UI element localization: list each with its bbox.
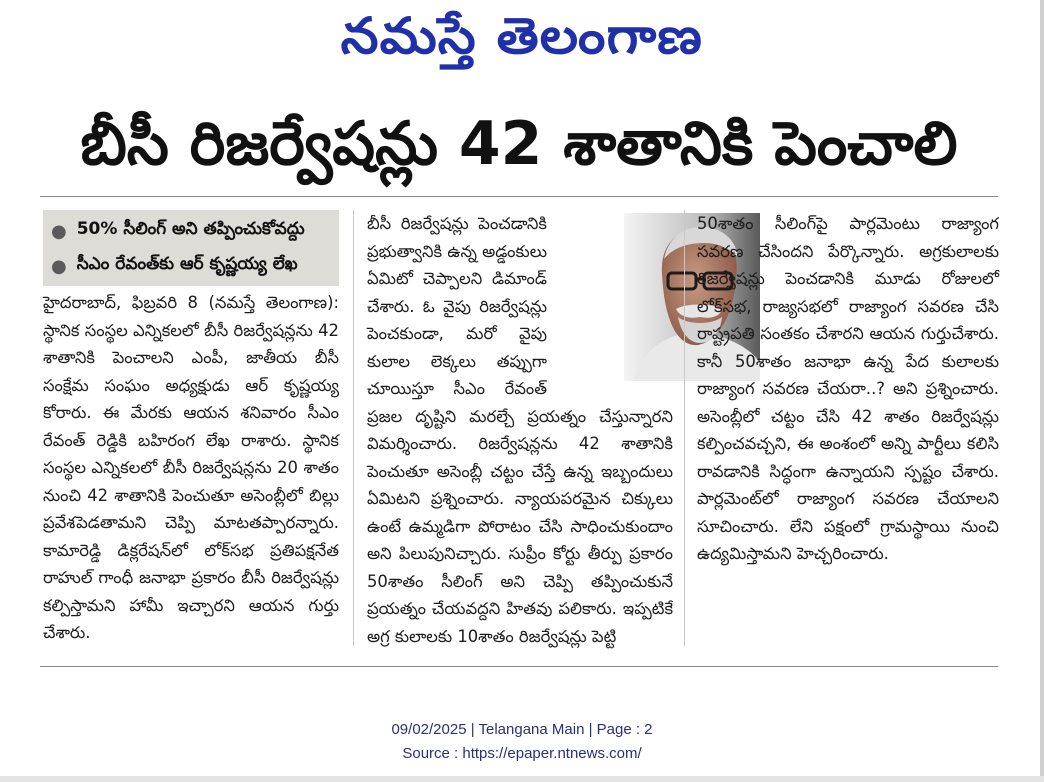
page-edge-bottom bbox=[0, 776, 1044, 782]
highlight-item bbox=[51, 249, 335, 283]
highlight-text: సీఎం రేవంత్‌కు ఆర్ కృష్ణయ్య లేఖ bbox=[76, 254, 298, 274]
highlights-box bbox=[43, 210, 339, 286]
headline-divider bbox=[40, 196, 998, 197]
highlight-text: 50% సీలింగ్ అని తప్పించుకోవద్దు bbox=[76, 219, 305, 239]
bottom-divider bbox=[40, 666, 998, 667]
footer-date-line: 09/02/2025 | Telangana Main | Page : 2 bbox=[391, 721, 653, 738]
article-paragraph: 50శాతం సీలింగ్‌పై పార్లమెంటు రాజ్యాంగ సవరణ చేసిందని పేర్కొన్నారు. అగ్రకులాలకు రిజర్వేషన్లు పెంచడానికి మూడు రోజులలో లోక్‌సభ, రాజ్యసభలో రాజ్యాంగ సవరణ చేసి రాష్ట్రపతి సంతకం చేశారని ఆయన గుర్తుచేశారు. కానీ 50శాతం జనాభా ఉన్న పేద కులాలకు రాజ్యాంగ సవరణ చేయరా..? అని ప్రశ్నించారు. అసెంబ్లీలో చట్టం చేసి 42 శాతం రిజర్వేషన్లు కల్పించవచ్చని, ఈ అంశంలో అన్ని పార్టీలు కలిసి రావడానికి సిద్ధంగా ఉన్నాయని స్పష్టం చేశారు. పార్లమెంట్‌లో రాజ్యాంగ సవరణ చేయాలని సూచించారు. లేని పక్షంలో గ్రామస్థాయి నుంచి ఉద్యమిస్తామని హెచ్చరించారు. bbox=[697, 214, 999, 563]
bullet-icon: ● bbox=[51, 220, 67, 242]
masthead bbox=[0, 0, 1044, 84]
article-paragraph: బీసీ రిజర్వేషన్లు పెంచడానికి ప్రభుత్వానికి ఉన్న అడ్డంకులు ఏమిటో చెప్పాలని డిమాండ్ చేశారు. ఓ వైపు రిజర్వేషన్లు పెంచకుండా, మరో వైపు కులాల లెక్కలు తప్పుగా చూయిస్తూ సీఎం రేవంత్ ప్రజల దృష్టిని మరల్చే ప్రయత్నం చేస్తున్నారని విమర్శించారు. రిజర్వేషన్లను 42 శాతానికి పెంచుతూ అసెంబ్లీ చట్టం చేస్తే ఉన్న ఇబ్బందులు ఏమిటని ప్రశ్నించారు. న్యాయపరమైన చిక్కులు ఉంటే ఉమ్మడిగా పోరాటం చేసి సాధించుకుందాం అని పిలుపునిచ్చారు. సుప్రీం కోర్టు తీర్పు ప్రకారం 50శాతం సీలింగ్ అని చెప్పి తప్పించుకునే ప్రయత్నం చేయవద్దని హితవు పలికారు. ఇప్పటికే అగ్ర కులాలకు 10శాతం రిజర్వేషన్లు పెట్టి bbox=[367, 214, 673, 646]
column-separator bbox=[684, 210, 685, 646]
footer bbox=[0, 718, 1044, 766]
article-paragraph: హైదరాబాద్, ఫిబ్రవరి 8 (నమస్తే తెలంగాణ): స్థానిక సంస్థల ఎన్నికలలో బీసీ రిజర్వేషన్లను 42 శాతానికి పెంచాలని ఎంపీ, జాతీయ బీసీ సంక్షేమ సంఘం అధ్యక్షుడు ఆర్ కృష్ణయ్య కోరారు. ఈ మేరకు ఆయన శనివారం సీఎం రేవంత్ రెడ్డికి బహిరంగ లేఖ రాశారు. స్థానిక సంస్థల ఎన్నికలలో బీసీ రిజర్వేషన్లను 20 శాతం నుంచి 42 శాతానికి పెంచుతూ అసెంబ్లీలో బిల్లు ప్రవేశపెడతామని చెప్పి మాటతప్పారన్నారు. కామారెడ్డి డిక్లరేషన్‌లో లోక్‌సభ ప్రతిపక్షనేత రాహుల్ గాంధీ జనాభా ప్రకారం బీసీ రిజర్వేషన్లు కల్పిస్తామని హామీ ఇచ్చారని ఆయన గుర్తు చేశారు. bbox=[43, 293, 339, 642]
column-separator bbox=[353, 210, 354, 646]
masthead-title: నమస్తే తెలంగాణ bbox=[340, 6, 704, 65]
highlight-item bbox=[51, 214, 335, 248]
bullet-icon: ● bbox=[51, 255, 67, 277]
article-column-3 bbox=[697, 210, 999, 650]
headline: బీసీ రిజర్వేషన్లు 42 శాతానికి పెంచాలి bbox=[80, 109, 958, 179]
article-column-1 bbox=[43, 289, 339, 651]
footer-source-line: Source : https://epaper.ntnews.com/ bbox=[402, 745, 642, 762]
page-edge-right bbox=[1040, 0, 1044, 782]
